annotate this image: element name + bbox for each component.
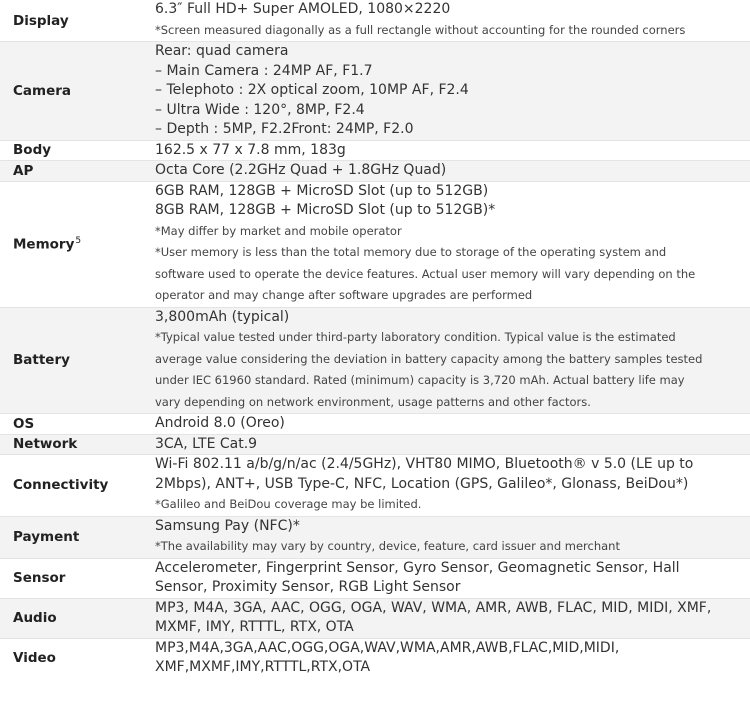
spec-row-battery [0,307,750,414]
spec-label-cell [0,414,145,435]
spec-value-line: 3CA, LTE Cat.9 [155,435,258,452]
spec-label-cell [0,140,145,161]
spec-value-cell [145,434,750,455]
spec-label: Memory [13,236,75,253]
spec-footnote: *Typical value tested under third-party laboratory condition. Typical value is the estimated [155,330,676,344]
spec-value-line: Rear: quad camera [155,43,289,59]
spec-value-cell [145,161,750,182]
spec-label-cell [0,598,145,638]
spec-value-line: 162.5 x 77 x 7.8 mm, 183g [155,141,346,158]
spec-row-ap [0,161,750,182]
spec-label-cell [0,455,145,517]
spec-footnote: *The availability may vary by country, device, feature, card issuer and merchant [155,539,620,553]
spec-row-body [0,140,750,161]
spec-value-line: 6.3″ Full HD+ Super AMOLED, 1080×2220 [155,1,451,17]
spec-label-cell [0,42,145,141]
spec-value-line: Accelerometer, Fingerprint Sensor, Gyro Sensor, Geomagnetic Sensor, Hall [155,559,680,576]
spec-footnote: *Galileo and BeiDou coverage may be limited. [155,497,422,511]
spec-value-cell [145,307,750,414]
spec-value-line: 6GB RAM, 128GB + MicroSD Slot (up to 512GB) [155,182,489,199]
spec-row-video [0,638,750,678]
spec-label-cell [0,161,145,182]
spec-value-cell [145,598,750,638]
spec-value-line: MP3, M4A, 3GA, AAC, OGG, OGA, WAV, WMA, AMR, AWB, FLAC, MID, MIDI, XMF, [155,599,712,616]
spec-label-cell [0,0,145,42]
spec-value-line: – Ultra Wide : 120°, 8MP, F2.4 [155,101,365,118]
spec-label: Video [13,650,56,666]
spec-label: Network [13,436,78,453]
spec-label: Camera [13,82,72,99]
spec-label-cell [0,181,145,307]
footnote-marker: 5 [75,235,82,246]
spec-value-line: Samsung Pay (NFC)* [155,517,300,534]
spec-value-line: 3,800mAh (typical) [155,308,290,325]
spec-value-line: Octa Core (2.2GHz Quad + 1.8GHz Quad) [155,162,447,178]
spec-footnote: *Screen measured diagonally as a full rectangle without accounting for the rounded corners [155,22,686,37]
spec-row-display [0,0,750,42]
spec-value-line: MP3,M4A,3GA,AAC,OGG,OGA,WAV,WMA,AMR,AWB,FLAC,MID,MIDI, [155,639,620,656]
spec-row-network [0,434,750,455]
spec-label: Connectivity [13,477,109,494]
spec-label: Display [13,12,69,29]
spec-footnote: average value considering the deviation in battery capacity among the battery samples tested [155,351,703,366]
spec-label-cell [0,434,145,455]
spec-row-sensor [0,558,750,598]
spec-value-line: – Depth : 5MP, F2.2Front: 24MP, F2.0 [155,121,414,137]
spec-value-cell [145,638,750,678]
spec-value-line: MXMF, IMY, RTTTL, RTX, OTA [155,619,354,635]
spec-footnote: operator and may change after software upgrades are performed [155,288,533,302]
spec-row-memory [0,181,750,307]
spec-label-cell [0,516,145,558]
spec-footnote: software used to operate the device features. Actual user memory will vary depending on the [155,266,696,281]
spec-footnote: vary depending on network environment, usage patterns and other factors. [155,394,591,409]
spec-value-cell [145,558,750,598]
spec-value-cell [145,181,750,307]
spec-label: Payment [13,529,80,545]
spec-footnote: *User memory is less than the total memory due to storage of the operating system and [155,245,667,259]
spec-value-cell [145,455,750,517]
spec-value-cell [145,516,750,558]
spec-value-line: Wi-Fi 802.11 a/b/g/n/ac (2.4/5GHz), VHT80 MIMO, Bluetooth® v 5.0 (LE up to [155,456,694,472]
spec-label: OS [13,415,35,432]
spec-row-payment [0,516,750,558]
spec-row-camera [0,42,750,141]
spec-value-line: – Main Camera : 24MP AF, F1.7 [155,62,373,79]
spec-value-line: Android 8.0 (Oreo) [155,415,285,431]
spec-label: Battery [13,352,70,369]
spec-label: Sensor [13,570,66,586]
spec-value-cell [145,414,750,435]
spec-value-line: Sensor, Proximity Sensor, RGB Light Sensor [155,579,461,595]
spec-row-connectivity [0,455,750,517]
spec-row-os [0,414,750,435]
spec-value-line: – Telephoto : 2X optical zoom, 10MP AF, F2.4 [155,82,469,98]
spec-value-line: 8GB RAM, 128GB + MicroSD Slot (up to 512GB)* [155,202,496,218]
spec-footnote: under IEC 61960 standard. Rated (minimum) capacity is 3,720 mAh. Actual battery life may [155,373,685,387]
spec-value-line: XMF,MXMF,IMY,RTTTL,RTX,OTA [155,659,371,675]
spec-label-cell [0,307,145,414]
spec-label: AP [13,162,34,179]
spec-value-cell [145,0,750,42]
spec-label-cell [0,638,145,678]
spec-label: Audio [13,610,57,626]
spec-footnote: *May differ by market and mobile operator [155,223,402,238]
spec-value-cell [145,42,750,141]
spec-label: Body [13,142,52,159]
spec-row-audio [0,598,750,638]
spec-label-cell [0,558,145,598]
spec-value-cell [145,140,750,161]
spec-value-line: 2Mbps), ANT+, USB Type-C, NFC, Location (GPS, Galileo*, Glonass, BeiDou*) [155,475,689,492]
